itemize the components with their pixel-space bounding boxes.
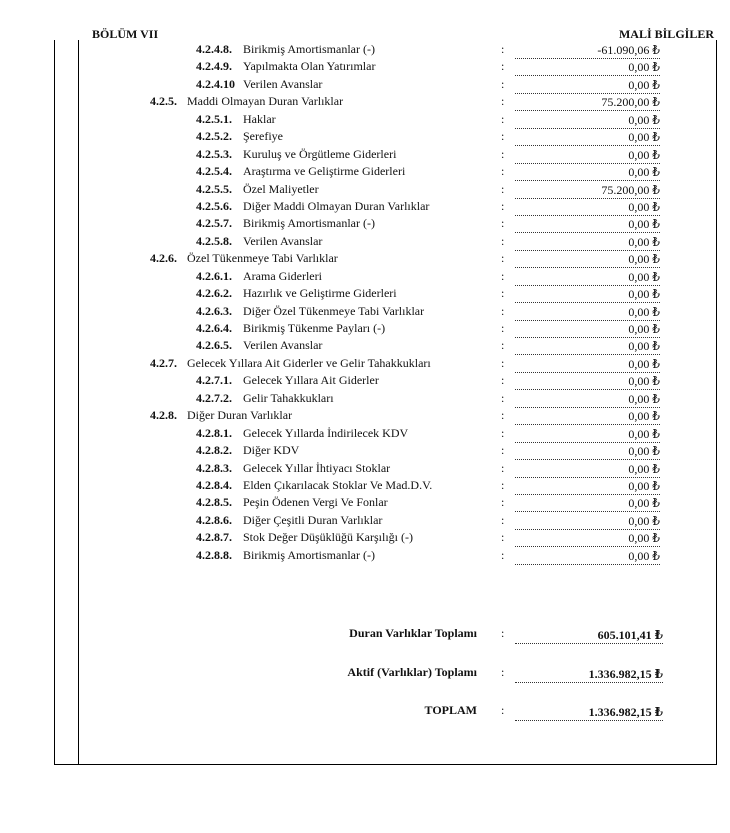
colon-separator: :: [501, 390, 505, 405]
account-row: [0, 250, 730, 267]
account-row: [0, 181, 730, 198]
account-row: [0, 425, 730, 442]
account-value: 0,00 ₺: [515, 270, 660, 286]
total-label: Aktif (Varlıklar) Toplamı: [347, 665, 477, 679]
account-value: 0,00 ₺: [515, 217, 660, 233]
total-value: 1.336.982,15 ₺: [515, 705, 663, 721]
account-code: 4.2.8.4.: [196, 477, 232, 492]
account-value: 75.200,00 ₺: [515, 183, 660, 199]
colon-separator: :: [501, 703, 505, 717]
account-row: [0, 512, 730, 529]
colon-separator: :: [501, 181, 505, 196]
account-value: 0,00 ₺: [515, 374, 660, 390]
account-code: 4.2.5.2.: [196, 129, 232, 144]
account-code: 4.2.6.4.: [196, 321, 232, 335]
total-row: [0, 665, 730, 685]
account-label: Birikmiş Amortismanlar (-): [243, 42, 375, 56]
colon-separator: :: [501, 665, 505, 679]
colon-separator: :: [501, 512, 505, 527]
total-row: [0, 703, 730, 723]
account-value: 0,00 ₺: [515, 148, 660, 164]
colon-separator: :: [501, 94, 505, 109]
account-code: 4.2.7.2.: [196, 390, 232, 405]
account-code: 4.2.5.5.: [196, 181, 232, 196]
colon-separator: :: [501, 59, 505, 74]
account-row: [0, 460, 730, 477]
account-label: Elden Çıkarılacak Stoklar Ve Mad.D.V.: [243, 477, 433, 492]
account-value: 0,00 ₺: [515, 235, 660, 251]
account-row: [0, 198, 730, 215]
colon-separator: :: [501, 268, 505, 283]
account-value: 0,00 ₺: [515, 427, 660, 443]
colon-separator: :: [501, 164, 505, 179]
account-value: 75.200,00 ₺: [515, 95, 660, 111]
account-label: Verilen Avanslar: [243, 338, 323, 353]
account-row: [0, 337, 730, 354]
page-title: MALİ BİLGİLER: [618, 27, 714, 41]
account-label: Birikmiş Amortismanlar (-): [243, 547, 375, 562]
account-label: Özel Tükenmeye Tabi Varlıklar: [187, 251, 338, 266]
colon-separator: :: [501, 198, 505, 213]
account-row: [0, 320, 730, 337]
account-code: 4.2.4.10: [196, 76, 235, 91]
account-value: 0,00 ₺: [515, 78, 660, 94]
colon-separator: :: [501, 303, 505, 318]
account-value: 0,00 ₺: [515, 531, 660, 547]
account-code: 4.2.8.6.: [196, 512, 232, 527]
colon-separator: :: [501, 321, 505, 335]
account-row: [0, 442, 730, 459]
account-value: 0,00 ₺: [515, 462, 660, 478]
account-code: 4.2.6.5.: [196, 338, 232, 353]
account-label: Gelecek Yıllara Ait Giderler: [243, 373, 379, 388]
account-value: 0,00 ₺: [515, 479, 660, 495]
account-code: 4.2.6.3.: [196, 303, 232, 318]
account-label: Gelecek Yıllar İhtiyacı Stoklar: [243, 460, 391, 475]
account-label: Gelecek Yıllarda İndirilecek KDV: [243, 425, 409, 440]
account-value: 0,00 ₺: [515, 60, 660, 76]
account-row: [0, 529, 730, 546]
account-label: Özel Maliyetler: [243, 181, 319, 196]
section-heading: BÖLÜM VII: [92, 27, 159, 41]
account-label: Stok Değer Düşüklüğü Karşılığı (-): [243, 530, 413, 545]
account-value: 0,00 ₺: [515, 392, 660, 408]
account-code: 4.2.8.2.: [196, 443, 232, 458]
colon-separator: :: [501, 42, 505, 56]
account-row: [0, 233, 730, 250]
account-row: [0, 128, 730, 145]
account-code: 4.2.8.7.: [196, 530, 232, 545]
account-code: 4.2.7.1.: [196, 373, 232, 388]
account-value: 0,00 ₺: [515, 305, 660, 321]
account-label: Kuruluş ve Örgütleme Giderleri: [243, 146, 397, 161]
total-label: Duran Varlıklar Toplamı: [349, 626, 477, 640]
account-label: Birikmiş Tükenme Payları (-): [243, 321, 386, 335]
colon-separator: :: [501, 460, 505, 475]
account-code: 4.2.4.8.: [196, 42, 232, 56]
account-row: [0, 285, 730, 302]
account-code: 4.2.8.3.: [196, 460, 232, 475]
account-value: 0,00 ₺: [515, 200, 660, 216]
account-label: Verilen Avanslar: [243, 76, 323, 91]
account-label: Peşin Ödenen Vergi Ve Fonlar: [243, 495, 388, 510]
account-label: Haklar: [243, 111, 276, 126]
account-value: 0,00 ₺: [515, 130, 660, 146]
account-code: 4.2.5.1.: [196, 111, 232, 126]
colon-separator: :: [501, 338, 505, 353]
account-label: Maddi Olmayan Duran Varlıklar: [187, 94, 344, 109]
colon-separator: :: [501, 355, 505, 370]
account-code: 4.2.8.5.: [196, 495, 232, 510]
account-label: Hazırlık ve Geliştirme Giderleri: [243, 286, 397, 301]
colon-separator: :: [501, 547, 505, 562]
account-value: 0,00 ₺: [515, 252, 660, 268]
account-value: 0,00 ₺: [515, 113, 660, 129]
account-row: [0, 390, 730, 407]
colon-separator: :: [501, 530, 505, 545]
account-label: Gelir Tahakkukları: [243, 390, 334, 405]
account-value: 0,00 ₺: [515, 549, 660, 565]
account-row: [0, 372, 730, 389]
account-row: [0, 163, 730, 180]
colon-separator: :: [501, 443, 505, 458]
account-label: Arama Giderleri: [243, 268, 322, 283]
account-label: Verilen Avanslar: [243, 233, 323, 248]
colon-separator: :: [501, 373, 505, 388]
account-code: 4.2.5.: [150, 94, 177, 109]
total-label: TOPLAM: [424, 703, 477, 717]
account-label: Diğer Çeşitli Duran Varlıklar: [243, 512, 383, 527]
account-code: 4.2.5.3.: [196, 146, 232, 161]
account-code: 4.2.6.1.: [196, 268, 232, 283]
account-code: 4.2.5.7.: [196, 216, 232, 231]
colon-separator: :: [501, 129, 505, 144]
colon-separator: :: [501, 111, 505, 126]
account-label: Yapılmakta Olan Yatırımlar: [243, 59, 376, 74]
colon-separator: :: [501, 626, 505, 640]
colon-separator: :: [501, 146, 505, 161]
colon-separator: :: [501, 251, 505, 266]
account-value: 0,00 ₺: [515, 165, 660, 181]
account-label: Diğer Özel Tükenmeye Tabi Varlıklar: [243, 303, 425, 318]
account-row: [0, 407, 730, 424]
account-row: [0, 494, 730, 511]
account-label: Birikmiş Amortismanlar (-): [243, 216, 375, 231]
account-list: [0, 41, 730, 564]
account-value: 0,00 ₺: [515, 514, 660, 530]
account-value: 0,00 ₺: [515, 287, 660, 303]
account-row: [0, 547, 730, 564]
account-label: Diğer Maddi Olmayan Duran Varlıklar: [243, 198, 430, 213]
account-code: 4.2.8.: [150, 408, 177, 423]
account-value: 0,00 ₺: [515, 496, 660, 512]
account-row: [0, 76, 730, 93]
account-code: 4.2.6.2.: [196, 286, 232, 301]
account-value: -61.090,06 ₺: [515, 43, 660, 59]
account-row: [0, 215, 730, 232]
account-value: 0,00 ₺: [515, 322, 660, 338]
account-value: 0,00 ₺: [515, 357, 660, 373]
account-row: [0, 477, 730, 494]
account-row: [0, 41, 730, 58]
account-row: [0, 303, 730, 320]
account-label: Şerefiye: [243, 129, 283, 144]
account-code: 4.2.5.4.: [196, 164, 232, 179]
total-row: [0, 626, 730, 646]
account-code: 4.2.5.6.: [196, 198, 232, 213]
account-code: 4.2.8.1.: [196, 425, 232, 440]
account-value: 0,00 ₺: [515, 444, 660, 460]
account-label: Araştırma ve Geliştirme Giderleri: [243, 164, 406, 179]
account-label: Diğer Duran Varlıklar: [187, 408, 293, 423]
total-value: 1.336.982,15 ₺: [515, 667, 663, 683]
account-value: 0,00 ₺: [515, 409, 660, 425]
account-label: Diğer KDV: [243, 443, 300, 458]
colon-separator: :: [501, 425, 505, 440]
account-code: 4.2.7.: [150, 355, 177, 370]
total-value: 605.101,41 ₺: [515, 628, 663, 644]
account-row: [0, 111, 730, 128]
account-row: [0, 146, 730, 163]
account-code: 4.2.6.: [150, 251, 177, 266]
account-row: [0, 268, 730, 285]
colon-separator: :: [501, 233, 505, 248]
frame-bottom-border: [54, 764, 717, 765]
colon-separator: :: [501, 76, 505, 91]
colon-separator: :: [501, 408, 505, 423]
account-value: 0,00 ₺: [515, 339, 660, 355]
account-code: 4.2.4.9.: [196, 59, 232, 74]
account-code: 4.2.8.8.: [196, 547, 232, 562]
colon-separator: :: [501, 216, 505, 231]
account-code: 4.2.5.8.: [196, 233, 232, 248]
colon-separator: :: [501, 286, 505, 301]
colon-separator: :: [501, 477, 505, 492]
account-row: [0, 58, 730, 75]
colon-separator: :: [501, 495, 505, 510]
account-row: [0, 355, 730, 372]
account-row: [0, 93, 730, 110]
account-label: Gelecek Yıllara Ait Giderler ve Gelir Tahakkukları: [187, 355, 431, 370]
